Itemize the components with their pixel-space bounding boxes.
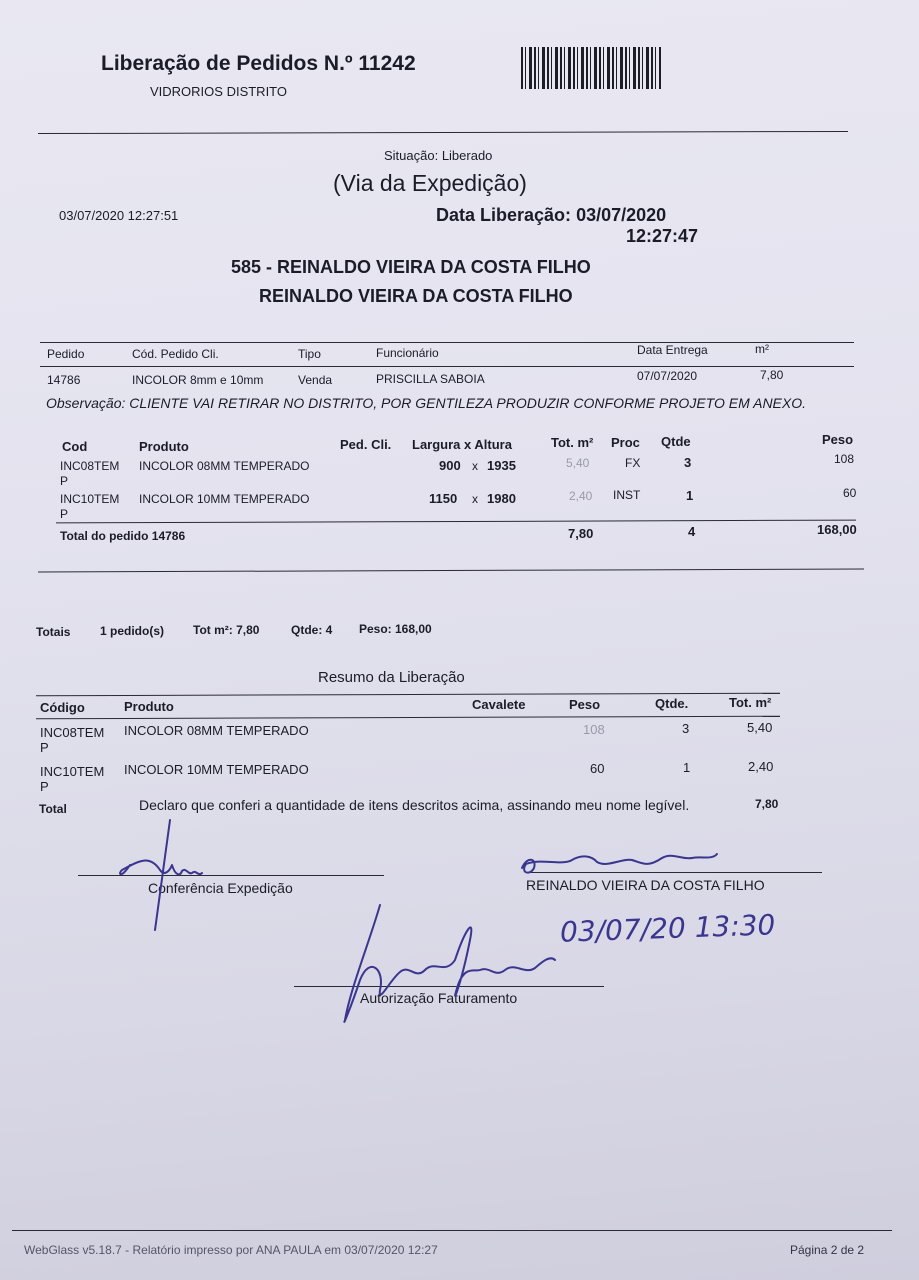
resumo-row-1-cod: INC08TEM <box>40 725 105 740</box>
items-row-1-produto: INCOLOR 08MM TEMPERADO <box>139 459 310 473</box>
autorizacao-label: Autorização Faturamento <box>360 990 518 1006</box>
items-row-2-x: x <box>472 492 478 506</box>
items-row-2-cod: INC10TEM <box>60 492 120 506</box>
items-row-1-qtde: 3 <box>684 455 692 470</box>
totais-tot-m2: Tot m²: 7,80 <box>193 623 260 637</box>
client-line-2: REINALDO VIEIRA DA COSTA FILHO <box>259 286 573 306</box>
val-funcionario: PRISCILLA SABOIA <box>376 372 485 386</box>
items-total-qtde: 4 <box>688 524 696 539</box>
data-liberacao-label: Data Liberação: <box>436 205 572 225</box>
items-row-1-peso: 108 <box>834 452 855 466</box>
resumo-row-1-tot-m2: 5,40 <box>747 720 773 735</box>
items-total-divider <box>56 520 856 524</box>
col-data-entrega: Data Entrega <box>637 343 708 357</box>
handwritten-date: 03/07/20 13:30 <box>559 908 776 949</box>
items-row-2-tot-m2: 2,40 <box>569 489 593 503</box>
report-title: Liberação de Pedidos N.º 11242 <box>101 52 416 75</box>
cliente-signature <box>512 838 722 888</box>
totais-label: Totais <box>36 625 71 639</box>
resumo-row-1-peso: 108 <box>583 722 605 737</box>
printed-at: 03/07/2020 12:27:51 <box>59 208 179 223</box>
items-total-label: Total do pedido 14786 <box>60 529 186 543</box>
resumo-col-qtde: Qtde. <box>655 696 689 711</box>
autorizacao-signature <box>330 900 570 1040</box>
col-funcionario: Funcionário <box>376 346 439 360</box>
order-divider-2 <box>40 366 854 367</box>
items-row-1-x: x <box>472 459 478 473</box>
cliente-label: REINALDO VIEIRA DA COSTA FILHO <box>526 877 765 893</box>
items-row-2-largura: 1150 <box>429 491 458 506</box>
totais-qtde: Qtde: 4 <box>291 623 333 637</box>
items-col-produto: Produto <box>139 439 189 454</box>
resumo-divider-2 <box>36 716 780 720</box>
divider-after-items <box>38 569 864 573</box>
barcode <box>521 47 661 89</box>
items-row-1-cod: INC08TEM <box>60 459 120 473</box>
items-row-2-qtde: 1 <box>686 488 694 503</box>
data-liberacao-date: 03/07/2020 <box>576 205 667 225</box>
data-liberacao-time: 12:27:47 <box>626 226 699 246</box>
order-divider-1 <box>40 342 854 343</box>
items-col-proc: Proc <box>611 435 640 450</box>
items-row-2-produto: INCOLOR 10MM TEMPERADO <box>139 492 310 506</box>
data-liberacao <box>436 205 666 226</box>
footer-divider <box>12 1230 892 1231</box>
items-row-1-largura: 900 <box>439 458 461 473</box>
conferencia-label: Conferência Expedição <box>148 880 293 896</box>
resumo-row-2-qtde: 1 <box>683 760 691 775</box>
items-row-2-proc: INST <box>613 488 641 502</box>
observacao: Observação: CLIENTE VAI RETIRAR NO DISTRITO, POR GENTILEZA PRODUZIR CONFORME PROJETO EM ANEXO. <box>46 395 807 411</box>
resumo-col-peso: Peso <box>569 697 601 712</box>
val-m2: 7,80 <box>760 368 784 382</box>
resumo-col-produto: Produto <box>124 699 174 714</box>
items-row-1-tot-m2: 5,40 <box>566 456 590 470</box>
situacao-label: Situação: Liberado <box>384 148 493 163</box>
totais-pedidos: 1 pedido(s) <box>100 624 165 638</box>
via-label: (Via da Expedição) <box>333 170 527 196</box>
val-pedido: 14786 <box>47 373 81 387</box>
resumo-row-2-tot-m2: 2,40 <box>748 759 774 774</box>
resumo-col-tot-m2: Tot. m² <box>729 695 772 710</box>
items-total-peso: 168,00 <box>817 522 857 537</box>
val-tipo: Venda <box>298 373 333 387</box>
totais-peso: Peso: 168,00 <box>359 622 432 636</box>
resumo-total-tot-m2: 7,80 <box>755 797 779 811</box>
resumo-row-2-cod-2: P <box>40 779 49 794</box>
resumo-row-2-peso: 60 <box>590 761 605 776</box>
items-total-tot-m2: 7,80 <box>568 526 594 541</box>
items-row-1-cod-2: P <box>60 474 69 488</box>
declaration-text: Declaro que conferi a quantidade de itens descritos acima, assinando meu nome legível. <box>139 797 690 813</box>
col-tipo: Tipo <box>298 347 321 361</box>
client-line-1: 585 - REINALDO VIEIRA DA COSTA FILHO <box>231 257 591 277</box>
col-pedido: Pedido <box>47 347 85 361</box>
resumo-row-2-cod: INC10TEM <box>40 764 105 779</box>
items-col-tot-m2: Tot. m² <box>551 435 594 450</box>
resumo-col-codigo: Código <box>40 700 85 715</box>
val-cod-pedido-cli: INCOLOR 8mm e 10mm <box>132 373 264 387</box>
footer-page: Página 2 de 2 <box>790 1243 865 1257</box>
resumo-row-2-produto: INCOLOR 10MM TEMPERADO <box>124 762 309 777</box>
col-cod-pedido-cli: Cód. Pedido Cli. <box>132 347 219 361</box>
divider-top <box>38 131 848 134</box>
resumo-row-1-cod-2: P <box>40 740 49 755</box>
val-data-entrega: 07/07/2020 <box>637 369 698 383</box>
items-col-cod: Cod <box>62 439 88 454</box>
items-row-2-peso: 60 <box>843 486 857 500</box>
resumo-total-label: Total <box>39 802 67 816</box>
conferencia-signature <box>110 815 220 935</box>
items-col-peso: Peso <box>822 432 854 447</box>
items-col-qtde: Qtde <box>661 434 691 449</box>
items-row-2-altura: 1980 <box>487 491 516 506</box>
footer-left: WebGlass v5.18.7 - Relatório impresso por ANA PAULA em 03/07/2020 12:27 <box>24 1243 438 1257</box>
items-row-1-proc: FX <box>625 456 641 470</box>
resumo-row-1-qtde: 3 <box>682 721 690 736</box>
items-col-ped-cli: Ped. Cli. <box>340 437 392 452</box>
items-row-1-altura: 1935 <box>487 458 516 473</box>
col-m2: m² <box>755 342 769 356</box>
company-name: VIDRORIOS DISTRITO <box>150 84 287 99</box>
items-col-largura-altura: Largura x Altura <box>412 437 512 452</box>
resumo-row-1-produto: INCOLOR 08MM TEMPERADO <box>124 723 309 738</box>
resumo-col-cavalete: Cavalete <box>472 697 526 712</box>
resumo-title: Resumo da Liberação <box>318 669 465 686</box>
items-row-2-cod-2: P <box>60 507 69 521</box>
